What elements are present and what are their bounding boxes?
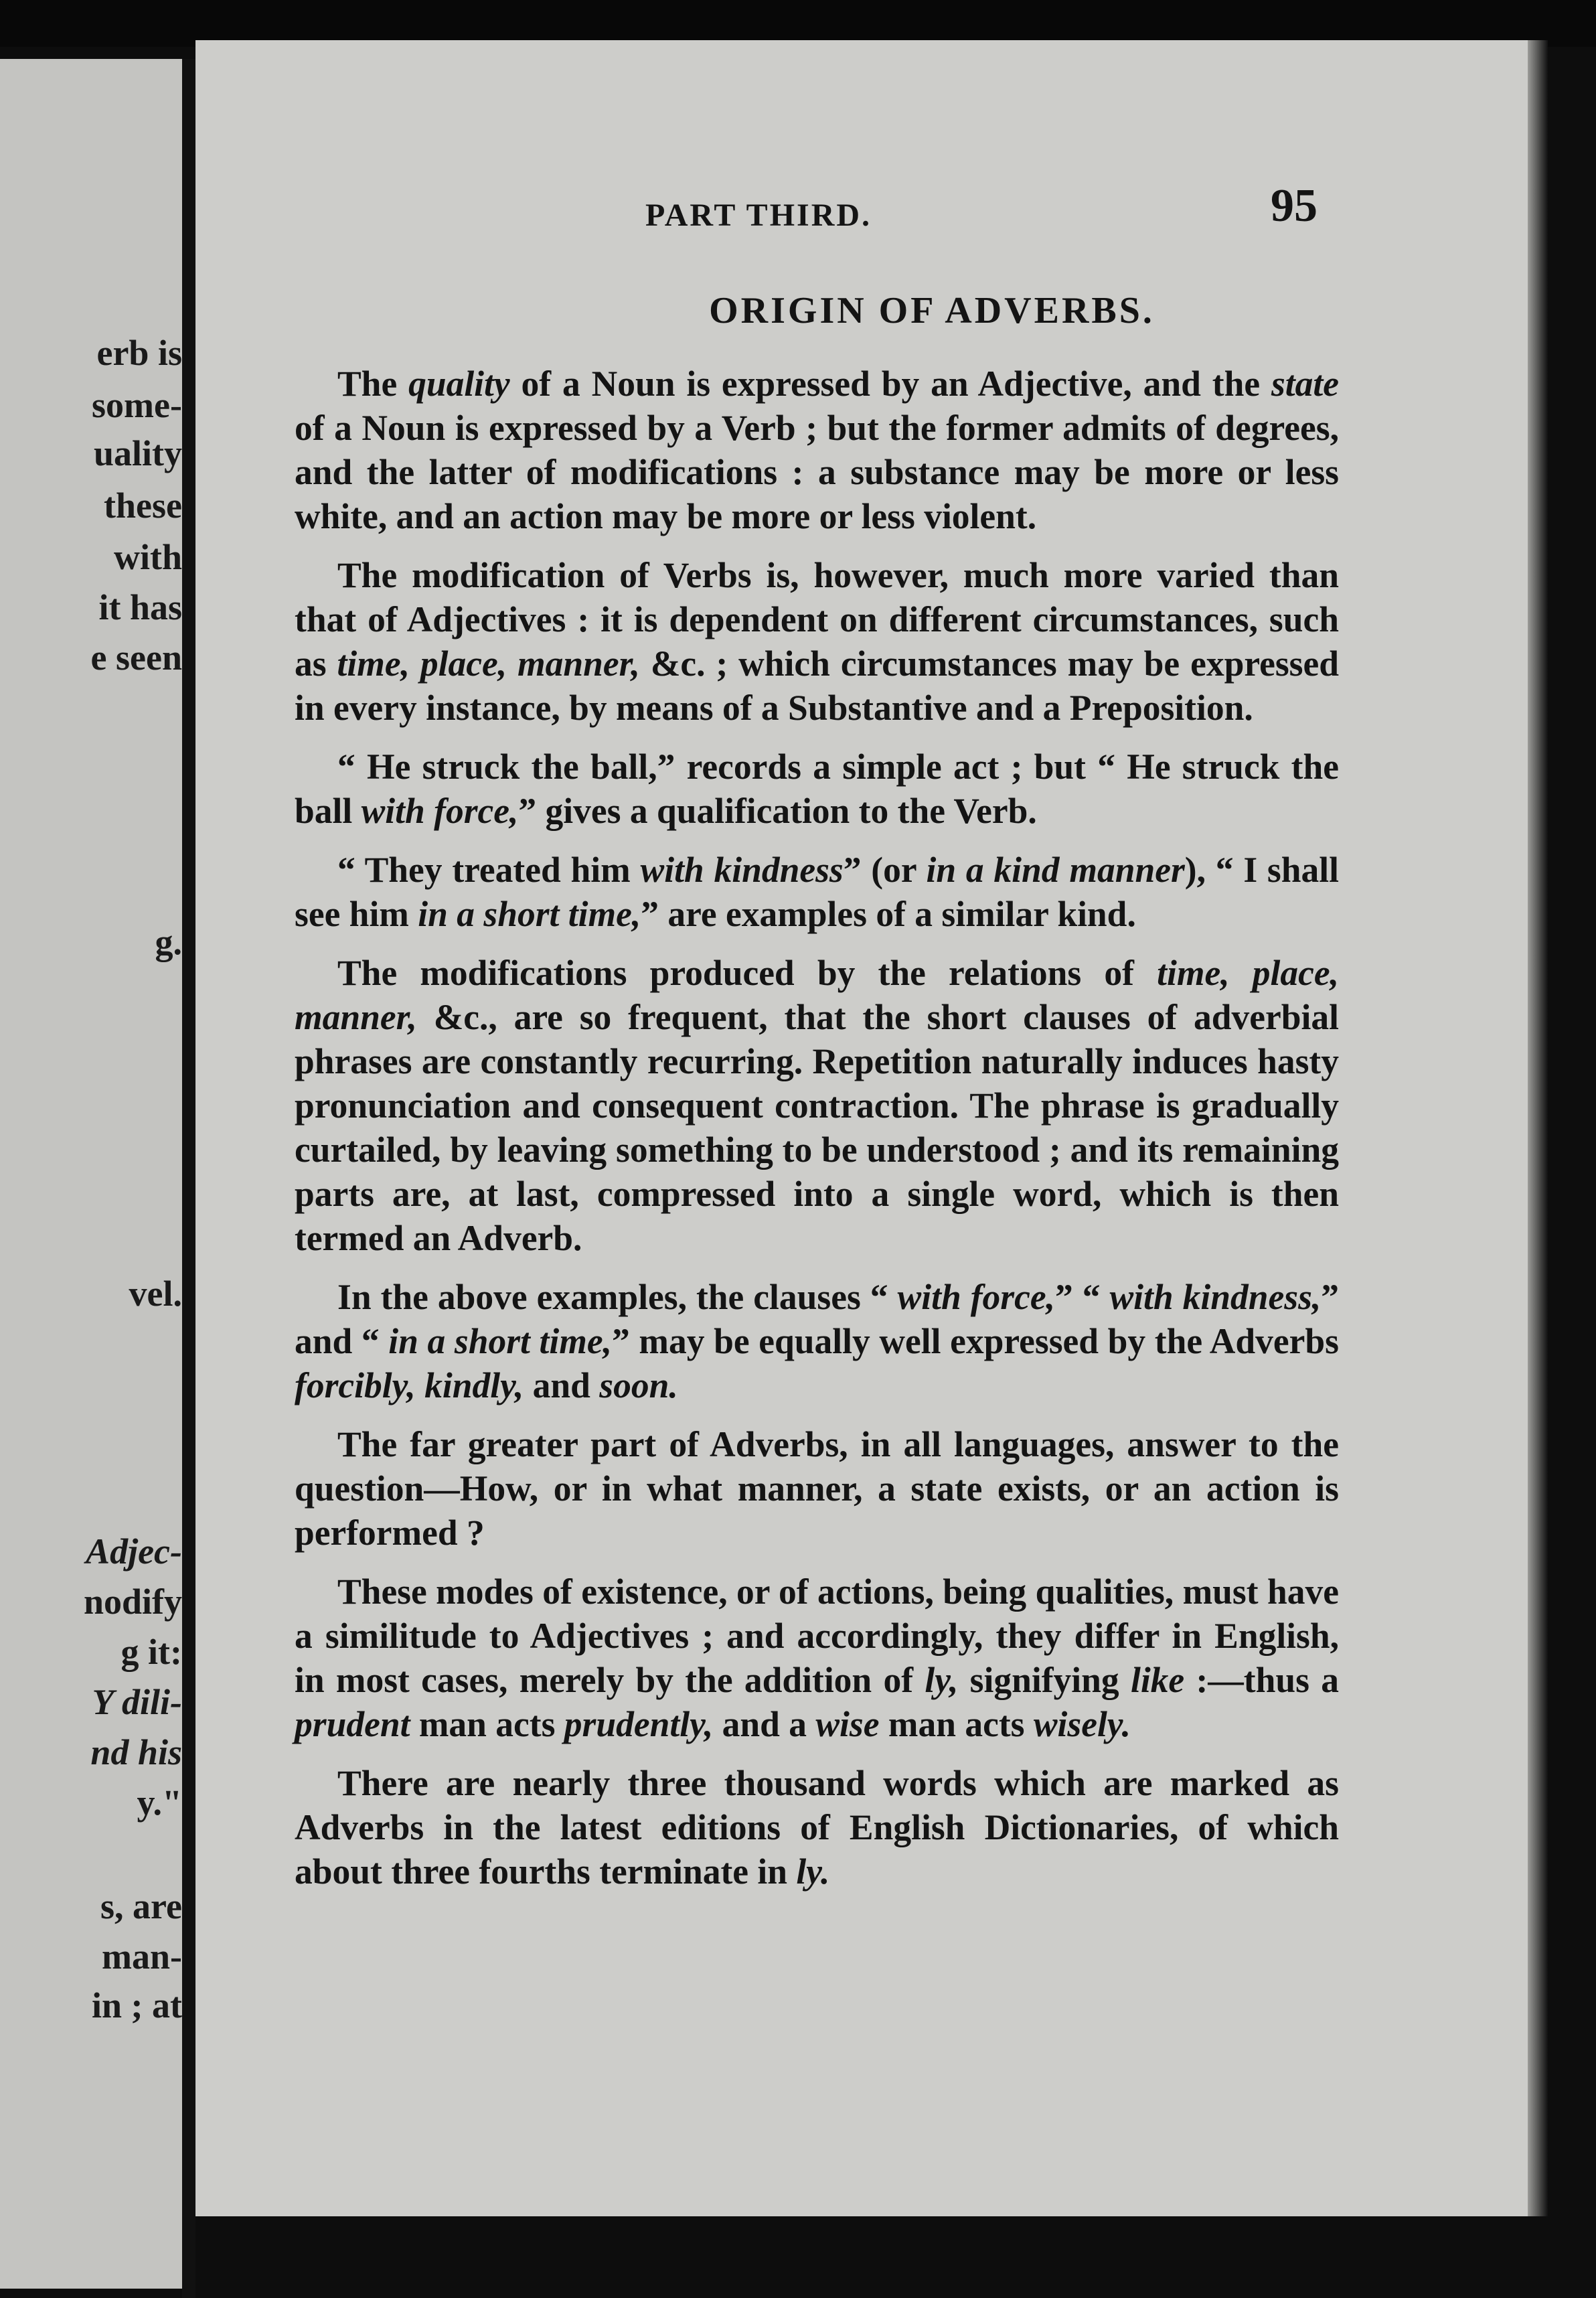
paragraph [295, 745, 1339, 833]
text-run: and [524, 1365, 600, 1405]
italic-run: in a short time, [418, 894, 641, 934]
paragraph [295, 553, 1339, 730]
italic-run: like [1130, 1660, 1185, 1700]
paragraph [295, 1422, 1339, 1555]
text-run: These modes of existence, or of actions, being qualities, must have a similitude to Adjectives ; and accordingly, they differ in English, in most cases, merely by the addition of [295, 1572, 1339, 1700]
text-run: ” “ [1054, 1277, 1110, 1317]
facing-page-line: these [104, 485, 182, 526]
body-text [295, 362, 1339, 1908]
paragraph [295, 362, 1339, 538]
book-gutter [182, 59, 195, 2298]
italic-run: forcibly, kindly, [295, 1365, 524, 1405]
paragraph [295, 1275, 1339, 1407]
italic-run: with force, [897, 1277, 1055, 1317]
text-run: ” are examples of a similar kind. [641, 894, 1136, 934]
italic-run: quality [408, 364, 510, 404]
text-run: of a Noun is expressed by a Verb ; but the former admits of degrees, and the latter of modifications : a substance may be more or less white, and an action may be more or less violent. [295, 408, 1339, 536]
text-run: signifying [958, 1660, 1131, 1700]
italic-run: with kindness, [1109, 1277, 1322, 1317]
chapter-title-text: ORIGIN OF ADVERBS. [709, 290, 1155, 331]
text-run: The far greater part of Adverbs, in all languages, answer to the question—How, or in what manner, a state exists, or an action is performed ? [295, 1424, 1339, 1553]
italic-run: with kindness [640, 850, 844, 890]
text-run: and a [713, 1704, 816, 1744]
text-run: ” may be equally well expressed by the Adverbs [612, 1321, 1339, 1361]
text-run: There are nearly three thousand words which are marked as Adverbs in the latest editions of English Dictionaries, of which about three fourths terminate in [295, 1763, 1339, 1892]
chapter-title [195, 289, 1528, 332]
scan-bottom-border [195, 2216, 1548, 2298]
text-run: “ He struck the ball,” records a simple act ; but “ He struck the ball [295, 747, 1339, 831]
facing-page-fragment [0, 59, 182, 2289]
italic-run: prudently, [564, 1704, 714, 1744]
facing-page-line: uality [93, 433, 182, 473]
facing-page-line: some- [92, 385, 182, 425]
italic-run: wisely. [1033, 1704, 1131, 1744]
text-run: The modifications produced by the relations of [337, 953, 1158, 993]
running-head [195, 161, 1528, 234]
facing-page-line: Y dili- [92, 1682, 182, 1722]
text-run: The [337, 364, 409, 404]
italic-run: with force, [361, 791, 519, 831]
italic-run: prudent [295, 1704, 410, 1744]
paragraph [295, 848, 1339, 936]
italic-run: in a short time, [388, 1321, 613, 1361]
running-title: PART THIRD. [645, 198, 872, 233]
book-page [195, 40, 1528, 2216]
facing-page-line: man- [102, 1936, 182, 1977]
text-run: :—thus a [1184, 1660, 1339, 1700]
facing-page-line: s, are [100, 1886, 182, 1926]
facing-page-line: with [113, 537, 182, 577]
page-edge-shadow [1528, 40, 1548, 2216]
text-run: &c. ; which circumstances may be expressed in every instance, by means of a Substantive and a Preposition. [295, 643, 1339, 728]
text-run: ), “ I shall see him [295, 850, 1339, 934]
facing-page-line: vel. [129, 1274, 182, 1314]
text-run: ” and “ [295, 1277, 1340, 1361]
text-run: man acts [410, 1704, 564, 1744]
paragraph [295, 1761, 1339, 1894]
italic-run: in a kind manner [926, 850, 1185, 890]
text-run: In the above examples, the clauses “ [337, 1277, 898, 1317]
italic-run: time, place, manner, [337, 643, 640, 684]
facing-page-line: erb is [96, 333, 182, 373]
italic-run: ly, [925, 1660, 959, 1700]
facing-page-line: Adjec- [86, 1531, 182, 1572]
facing-page-line: it has [98, 587, 182, 627]
text-run: ” gives a qualification to the Verb. [518, 791, 1037, 831]
facing-page-line: e seen [90, 637, 182, 678]
text-run: of a Noun is expressed by an Adjective, and the [509, 364, 1271, 404]
italic-run: wise [815, 1704, 880, 1744]
facing-page-line: in ; at [92, 1985, 182, 2025]
text-run: man acts [879, 1704, 1034, 1744]
paragraph [295, 951, 1339, 1260]
facing-page-line: y." [137, 1782, 182, 1823]
text-run: &c., are so frequent, that the short clauses of adverbial phrases are constantly recurring. Repetition naturally induces hasty pronunciation and consequent contraction. The phrase is gradually curtailed, by leaving something to be understood ; and its remaining parts are, at last, compressed into a single word, which is then termed an Adverb. [295, 997, 1339, 1258]
italic-run: soon. [599, 1365, 678, 1405]
italic-run: ly. [796, 1851, 830, 1892]
facing-page-line: nd his [90, 1732, 182, 1772]
italic-run: time, place, manner, [295, 953, 1339, 1037]
facing-page-line: g it: [121, 1632, 182, 1672]
facing-page-line: g. [155, 922, 182, 962]
page-number: 95 [1271, 180, 1318, 232]
facing-page-line: nodify [83, 1582, 182, 1622]
text-run: “ They treated him [337, 850, 641, 890]
text-run: The modification of Verbs is, however, much more varied than that of Adjectives : it is dependent on different circumstances, such as [295, 555, 1339, 684]
italic-run: state [1271, 364, 1339, 404]
text-run: ” (or [843, 850, 927, 890]
paragraph [295, 1569, 1339, 1746]
